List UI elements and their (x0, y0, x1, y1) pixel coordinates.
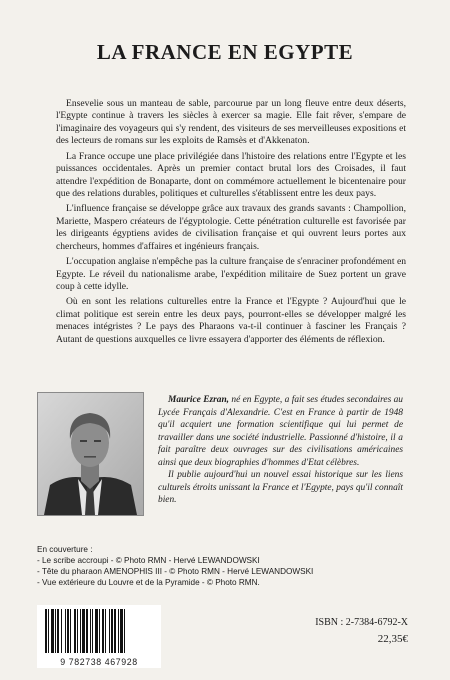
barcode-bar (45, 609, 47, 653)
blurb-paragraph: L'occupation anglaise n'empêche pas la culture française de s'enraciner profondément en Egypte. Le réveil du nationalisme arabe, l'expédition militaire de Suez portent un grave coup à cette idylle. (56, 256, 406, 292)
barcode-bar (92, 609, 93, 653)
book-title: LA FRANCE EN EGYPTE (96, 40, 354, 64)
barcode-bar (74, 609, 76, 653)
barcode-bar (114, 609, 116, 653)
barcode-bar (67, 609, 69, 653)
cover-credits (37, 544, 337, 588)
barcode-bar (48, 609, 49, 653)
credits-heading: En couverture : (37, 545, 93, 554)
credit-line: - Tête du pharaon AMENOPHIS III - © Photo RMN - Hervé LEWANDOWSKI (37, 567, 314, 576)
author-biography (158, 394, 403, 507)
barcode-bar (90, 609, 91, 653)
back-cover-blurb (56, 98, 406, 349)
credit-line: - Vue extérieure du Louvre et de la Pyramide - © Photo RMN. (37, 578, 260, 587)
barcode-bar (65, 609, 66, 653)
bio-text: né en Egypte, a fait ses études secondaires au Lycée Français d'Alexandrie. C'est en France à partir de 1948 qu'il acquiert une formation scientifique qui lui permet de travailler dans une société industrielle. Passionné d'histoire, il a fait paraître deux ouvrages sur des civilisations américaines ainsi que deux biographies d'hommes d'Etat célèbres. (158, 395, 403, 468)
blurb-paragraph: Ensevelie sous un manteau de sable, parcourue par un long fleuve entre deux déserts, l'Egypte continue à travers les siècles à exercer sa magie. Elle fait rêver, s'empare de l'imaginaire des voyageurs qui s'y rendent, des visiteurs de ses merveilleuses expositions et des lecteurs de romans sur les exploits de Ramsès et d'Akkenaton. (56, 98, 406, 147)
barcode-bar (61, 609, 62, 653)
barcode-bar (102, 609, 104, 653)
barcode-bar (109, 609, 110, 653)
author-name: Maurice Ezran, (168, 395, 229, 405)
barcode-bar (111, 609, 113, 653)
barcode-bar (120, 609, 123, 653)
credit-line: - Le scribe accroupi - © Photo RMN - Hervé LEWANDOWSKI (37, 556, 260, 565)
barcode-bars (37, 605, 161, 655)
barcode-bar (55, 609, 56, 653)
barcode-number: 9 782738 467928 (60, 657, 138, 667)
barcode-bar (51, 609, 54, 653)
bio-paragraph: Il publie aujourd'hui un nouvel essai historique sur les liens culturels étroits unissant la France et l'Egypte, pays qu'il connaît bien. (158, 470, 403, 505)
barcode (37, 605, 161, 668)
barcode-bar (80, 609, 81, 653)
barcode-bar (95, 609, 98, 653)
author-portrait-photo (37, 392, 144, 516)
isbn: ISBN : 2-7384-6792-X (315, 617, 408, 628)
price: 22,35€ (377, 633, 408, 645)
barcode-bar (124, 609, 125, 653)
barcode-bar (57, 609, 59, 653)
blurb-paragraph: Où en sont les relations culturelles entre la France et l'Egypte ? Aujourd'hui que le climat politique est serein entre les deux pays, pourront-elles se développer malgré les menaces intégristes ? Le pays des Pharaons va-t-il continuer à fasciner les Français ? Autant de questions auxquelles ce livre essayera d'apporter des éléments de réflexion. (56, 296, 406, 345)
barcode-bar (70, 609, 71, 653)
barcode-bar (99, 609, 100, 653)
barcode-bar (118, 609, 119, 653)
bio-paragraph (158, 394, 403, 469)
barcode-bar (82, 609, 85, 653)
barcode-bar (86, 609, 88, 653)
barcode-bar (105, 609, 106, 653)
blurb-paragraph: La France occupe une place privilégiée dans l'histoire des relations entre l'Egypte et les puissances occidentales. Après un premier contact brutal lors des Croisades, il faut attendre l'expédition de Bonaparte, dont on commémore actuellement le bicentenaire pour que des relations durables, politiques et culturelles s'établissent entre les deux pays. (56, 150, 406, 199)
author-portrait-drawing (38, 393, 143, 515)
barcode-bar (77, 609, 78, 653)
blurb-paragraph: L'influence française se développe grâce aux travaux des grands savants : Champollion, Mariette, Maspero créateurs de l'égyptologie. Cette pénétration culturelle est favorisée par les dirigeants égyptiens avides de civilisation française et qui ouvrent leurs portes aux chercheurs, hommes d'affaires et ingénieurs français. (56, 203, 406, 252)
